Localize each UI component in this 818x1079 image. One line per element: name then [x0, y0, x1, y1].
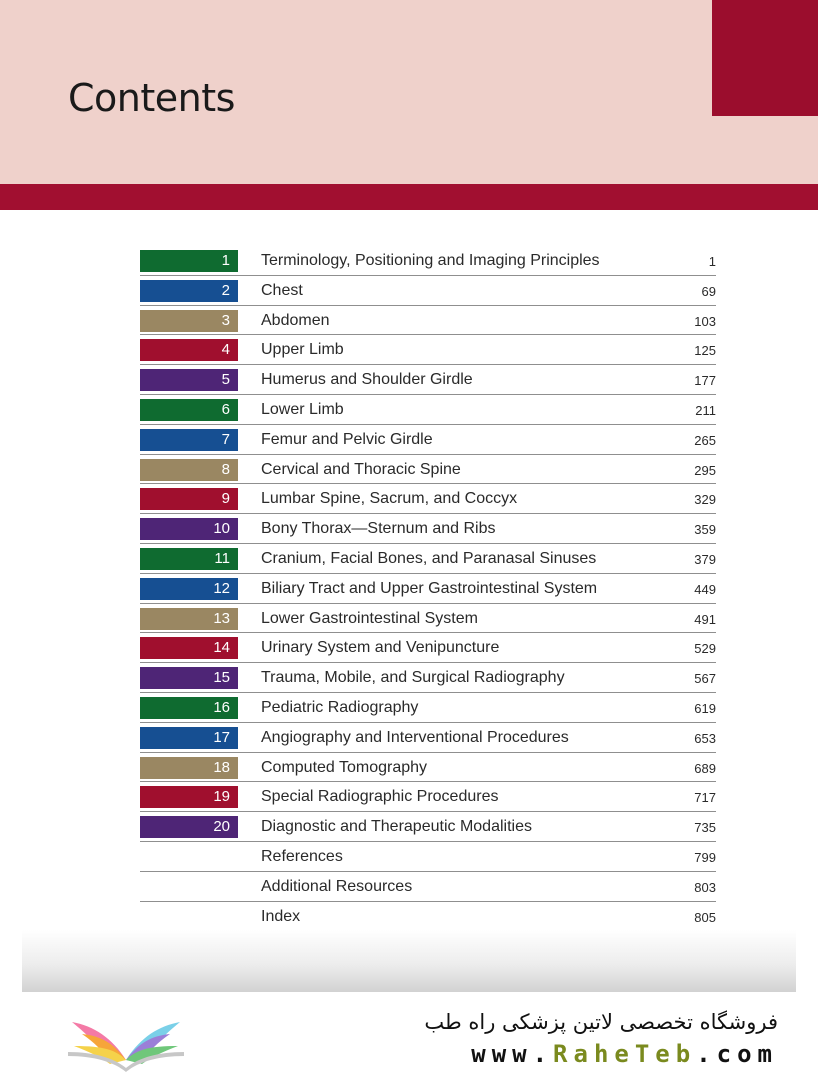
- toc-row[interactable]: [140, 604, 716, 634]
- toc-entry-title[interactable]: Bony Thorax—Sternum and Ribs: [261, 520, 496, 538]
- toc-page-number: 1: [708, 254, 716, 269]
- page-title: Contents: [68, 76, 235, 120]
- chapter-number-badge: 8: [140, 459, 238, 481]
- toc-row[interactable]: [140, 246, 716, 276]
- url-prefix: www.: [471, 1040, 554, 1068]
- toc-entry-title[interactable]: Cranium, Facial Bones, and Paranasal Sinuses: [261, 549, 597, 567]
- toc-entry-title[interactable]: Chest: [261, 281, 303, 299]
- toc-entry-title[interactable]: Femur and Pelvic Girdle: [261, 430, 433, 448]
- toc-row[interactable]: [140, 902, 716, 932]
- toc-page-number: 799: [694, 849, 716, 865]
- chapter-number-badge: 15: [140, 667, 238, 689]
- toc-page-number: 177: [694, 373, 716, 389]
- corner-accent-block: [712, 0, 818, 116]
- toc-row[interactable]: [140, 365, 716, 395]
- chapter-number-badge: 12: [140, 578, 238, 600]
- toc-page-number: 567: [694, 671, 716, 687]
- toc-entry-title[interactable]: Pediatric Radiography: [261, 698, 419, 716]
- toc-page-number: 619: [694, 700, 716, 716]
- toc-entry-title[interactable]: Urinary System and Venipuncture: [261, 639, 500, 657]
- toc-row[interactable]: [140, 663, 716, 693]
- chapter-number-badge: 9: [140, 488, 238, 510]
- toc-row[interactable]: [140, 425, 716, 455]
- chapter-number-badge: 19: [140, 786, 238, 808]
- toc-row[interactable]: [140, 544, 716, 574]
- page-shadow: [22, 930, 796, 992]
- toc-page-number: 295: [694, 462, 716, 478]
- store-url[interactable]: [471, 1040, 778, 1068]
- toc-row[interactable]: [140, 723, 716, 753]
- toc-page-number: 735: [694, 820, 716, 836]
- toc-page-number: 125: [694, 343, 716, 359]
- toc-row[interactable]: [140, 335, 716, 365]
- toc-entry-title[interactable]: Abdomen: [261, 311, 330, 329]
- header-divider-bar: [0, 184, 818, 210]
- chapter-number-badge: 2: [140, 280, 238, 302]
- chapter-number-badge: 1: [140, 250, 238, 272]
- chapter-number-badge: 5: [140, 369, 238, 391]
- toc-row[interactable]: [140, 306, 716, 336]
- toc-page-number: 379: [694, 551, 716, 567]
- toc-entry-title[interactable]: Terminology, Positioning and Imaging Principles: [261, 252, 600, 269]
- toc-entry-title[interactable]: Cervical and Thoracic Spine: [261, 460, 461, 478]
- chapter-number-badge: 3: [140, 310, 238, 332]
- toc-page-number: 717: [694, 790, 716, 806]
- toc-page-number: 803: [694, 879, 716, 895]
- toc-entry-title[interactable]: Additional Resources: [261, 877, 413, 895]
- toc-entry-title[interactable]: Angiography and Interventional Procedures: [261, 728, 569, 746]
- chapter-number-badge: 4: [140, 339, 238, 361]
- toc-page-number: 359: [694, 522, 716, 538]
- toc-entry-title[interactable]: Biliary Tract and Upper Gastrointestinal System: [261, 579, 598, 597]
- toc-row[interactable]: [140, 693, 716, 723]
- chapter-number-badge: 11: [140, 548, 238, 570]
- toc-page-number: 689: [694, 760, 716, 776]
- toc-row[interactable]: [140, 782, 716, 812]
- toc-row[interactable]: [140, 753, 716, 783]
- toc-entry-title[interactable]: Lower Limb: [261, 400, 344, 418]
- toc-page-number: 653: [694, 730, 716, 746]
- chapter-number-badge: 18: [140, 757, 238, 779]
- toc-page-number: 449: [694, 581, 716, 597]
- chapter-number-badge: 16: [140, 697, 238, 719]
- url-suffix: .com: [696, 1040, 778, 1068]
- toc-row[interactable]: [140, 872, 716, 902]
- chapter-number-badge: 14: [140, 637, 238, 659]
- store-name: فروشگاه تخصصی لاتین پزشکی راه طب: [424, 1010, 778, 1034]
- url-brand: RaheTeb: [553, 1040, 697, 1068]
- toc-row[interactable]: [140, 484, 716, 514]
- toc-page-number: 329: [694, 492, 716, 508]
- toc-entry-title[interactable]: Humerus and Shoulder Girdle: [261, 371, 473, 389]
- toc-entry-title[interactable]: Index: [261, 907, 301, 925]
- toc-row[interactable]: [140, 276, 716, 306]
- toc-row[interactable]: [140, 514, 716, 544]
- toc-entry-title[interactable]: Computed Tomography: [261, 758, 428, 776]
- toc-page-number: 491: [694, 611, 716, 627]
- toc-entry-title[interactable]: Lumbar Spine, Sacrum, and Coccyx: [261, 490, 518, 508]
- toc-entry-title[interactable]: Special Radiographic Procedures: [261, 788, 499, 806]
- toc-page-number: 211: [695, 402, 716, 418]
- toc-row[interactable]: [140, 574, 716, 604]
- toc-page-number: 265: [694, 432, 716, 448]
- toc-row[interactable]: [140, 455, 716, 485]
- chapter-number-badge: 10: [140, 518, 238, 540]
- chapter-number-badge: 20: [140, 816, 238, 838]
- chapter-number-badge: 13: [140, 608, 238, 630]
- chapter-number-badge: 17: [140, 727, 238, 749]
- chapter-number-badge: 7: [140, 429, 238, 451]
- toc-row[interactable]: [140, 395, 716, 425]
- toc-entry-title[interactable]: Trauma, Mobile, and Surgical Radiography: [261, 669, 565, 687]
- toc-page-number: 69: [701, 283, 716, 299]
- toc-entry-title[interactable]: Upper Limb: [261, 341, 344, 359]
- toc-entry-title[interactable]: References: [261, 847, 343, 865]
- toc-page-number: 529: [694, 641, 716, 657]
- toc-row[interactable]: [140, 812, 716, 842]
- chapter-number-badge: 6: [140, 399, 238, 421]
- toc-page-number: 103: [694, 313, 716, 329]
- toc-entry-title[interactable]: Diagnostic and Therapeutic Modalities: [261, 818, 532, 836]
- toc-page-number: 805: [694, 909, 716, 925]
- toc-row[interactable]: [140, 633, 716, 663]
- open-book-logo-icon: [64, 1008, 188, 1074]
- toc-row[interactable]: [140, 842, 716, 872]
- table-of-contents: [140, 246, 716, 931]
- toc-entry-title[interactable]: Lower Gastrointestinal System: [261, 609, 478, 627]
